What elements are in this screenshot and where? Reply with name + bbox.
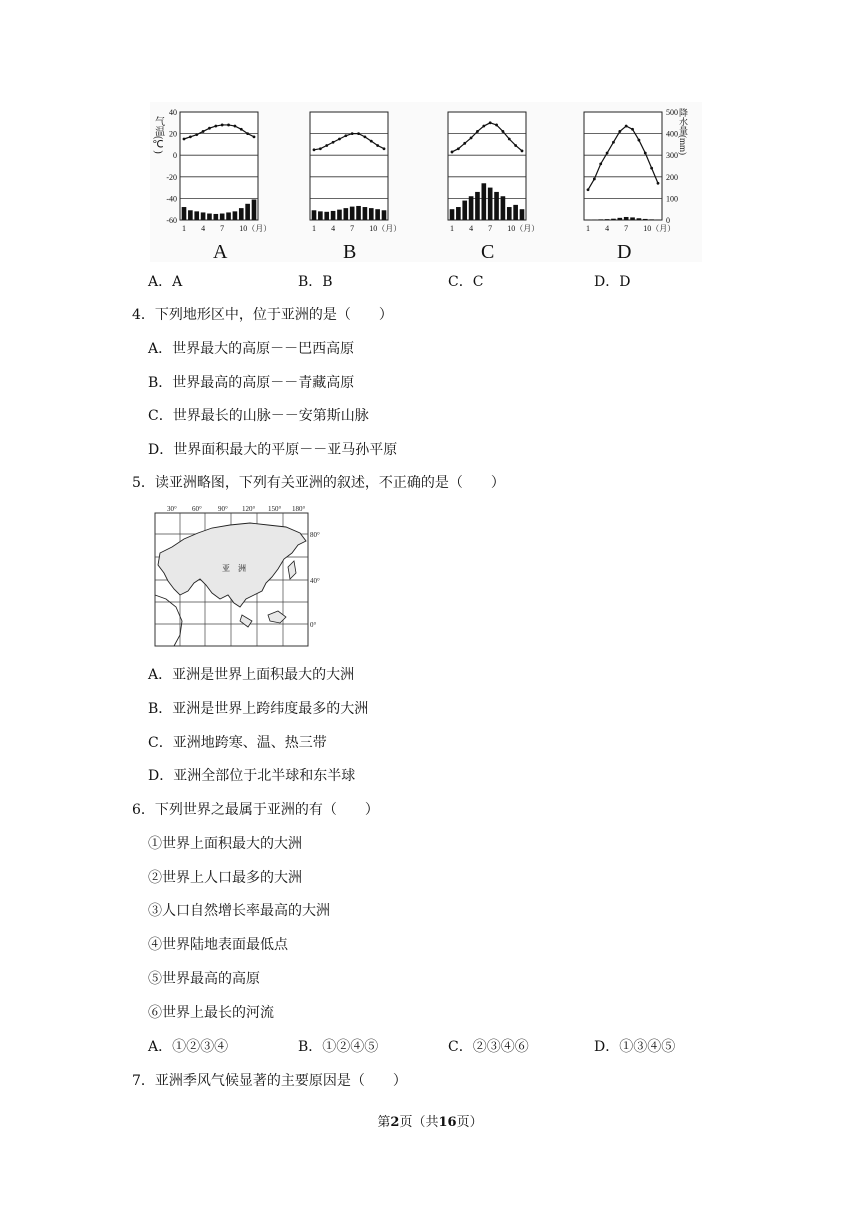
- left-y-tick-label: -20: [166, 172, 177, 182]
- asia-map: [150, 503, 328, 649]
- temperature-point: [221, 124, 224, 127]
- right-y-tick-label: 200: [666, 172, 678, 182]
- footer-mid: 页（共: [399, 1115, 439, 1130]
- temperature-point: [376, 144, 379, 147]
- q4-option-d[interactable]: D．世界面积最大的平原－－亚马孙平原: [148, 442, 398, 458]
- map-lon-label-30: 30°: [167, 505, 177, 513]
- precip-bar: [482, 183, 487, 220]
- precip-bar: [598, 219, 603, 220]
- map-lat-label-40: 40°: [310, 577, 320, 585]
- precip-bar: [344, 208, 349, 220]
- q6-option-a[interactable]: A．①②③④: [148, 1039, 229, 1055]
- precip-bar: [252, 199, 257, 220]
- x-tick-label: 1: [182, 224, 186, 233]
- panel-letter-A: A: [213, 241, 228, 262]
- map-lon-label-90: 90°: [218, 505, 228, 513]
- precip-bar: [475, 192, 480, 220]
- q5-option-a[interactable]: A．亚洲是世界上面积最大的大洲: [148, 667, 355, 683]
- precip-bar: [207, 214, 212, 220]
- q7-stem: 7．亚洲季风气候显著的主要原因是（ ）: [132, 1073, 407, 1089]
- footer-page-number: 2: [390, 1115, 400, 1130]
- footer-pre: 第: [377, 1115, 391, 1130]
- precip-bar: [618, 218, 623, 220]
- x-tick-label: 4: [469, 224, 474, 233]
- temperature-point: [332, 141, 335, 144]
- right-y-tick-label: 0: [666, 216, 670, 225]
- precip-bar: [462, 201, 467, 220]
- q6-item-1: ①世界上面积最大的大洲: [148, 836, 302, 852]
- panel-letter-C: C: [481, 241, 495, 262]
- precip-bar: [201, 212, 206, 220]
- map-lat-label-80: 80°: [310, 531, 320, 539]
- precip-bar: [456, 207, 461, 220]
- temperature-point: [502, 130, 505, 133]
- temperature-point: [351, 132, 354, 135]
- x-tick-label: 10（月）: [239, 224, 272, 233]
- temperature-point: [587, 188, 590, 191]
- precip-bar: [214, 214, 219, 220]
- temperature-point: [631, 128, 634, 131]
- q6-option-d[interactable]: D．①③④⑤: [594, 1039, 676, 1055]
- left-y-tick-label: 20: [169, 129, 177, 139]
- precip-bar: [239, 208, 244, 220]
- temperature-point: [612, 141, 615, 144]
- chart-frame-B: [310, 112, 388, 220]
- precip-bar: [501, 196, 506, 220]
- precip-bar: [611, 219, 616, 220]
- precip-bar: [469, 196, 474, 220]
- x-tick-label: 10（月）: [507, 224, 540, 233]
- temperature-point: [482, 125, 485, 128]
- q4-option-b[interactable]: B．世界最高的高原－－青藏高原: [148, 375, 355, 391]
- temperature-point: [364, 135, 367, 138]
- q4-option-a[interactable]: A．世界最大的高原－－巴西高原: [148, 341, 355, 357]
- precip-bar: [245, 204, 250, 220]
- precip-bar: [356, 206, 361, 220]
- temperature-point: [313, 148, 316, 151]
- precip-bar: [494, 192, 499, 220]
- q4-option-c[interactable]: C．世界最长的山脉－－安第斯山脉: [148, 408, 369, 424]
- temperature-point: [650, 167, 653, 170]
- x-tick-label: 1: [312, 224, 316, 233]
- precip-bar: [226, 212, 231, 220]
- left-y-tick-label: 40: [169, 108, 177, 117]
- chart-frame-C: [448, 112, 526, 220]
- q6-item-3: ③人口自然增长率最高的大洲: [148, 903, 330, 919]
- precip-bar: [312, 210, 317, 220]
- x-tick-label: 4: [605, 224, 610, 233]
- asia-map-svg: [150, 503, 328, 649]
- precip-bar: [233, 211, 238, 220]
- temperature-point: [593, 178, 596, 181]
- q3-option-a[interactable]: A．A: [148, 274, 183, 290]
- precip-bar: [337, 210, 342, 220]
- q6-option-b[interactable]: B．①②④⑤: [298, 1039, 379, 1055]
- map-lon-label-150: 150°: [268, 505, 282, 513]
- precip-bar: [363, 207, 368, 220]
- q3-option-b[interactable]: B．B: [298, 274, 333, 290]
- q5-stem: 5．读亚洲略图，下列有关亚洲的叙述，不正确的是（ ）: [132, 475, 505, 491]
- temperature-point: [495, 124, 498, 127]
- climate-charts-figure: [150, 102, 702, 262]
- x-tick-label: 4: [201, 224, 206, 233]
- left-y-tick-label: -40: [166, 194, 177, 204]
- q6-item-6: ⑥世界上最长的河流: [148, 1005, 274, 1021]
- temperature-point: [599, 162, 602, 165]
- temperature-point: [457, 147, 460, 150]
- temperature-point: [214, 125, 217, 128]
- temperature-point: [183, 138, 186, 141]
- temperature-point: [463, 142, 466, 145]
- temperature-point: [370, 140, 373, 143]
- temperature-point: [521, 149, 524, 152]
- precip-bar: [318, 211, 323, 220]
- map-lon-label-180: 180°: [292, 505, 306, 513]
- temperature-point: [644, 152, 647, 155]
- precip-bar: [369, 208, 374, 220]
- precip-bar: [375, 209, 380, 220]
- precip-bar: [520, 209, 525, 220]
- temperature-point: [514, 144, 517, 147]
- precip-bar: [643, 219, 648, 220]
- q3-option-d[interactable]: D．D: [594, 274, 631, 290]
- x-tick-label: 10（月）: [643, 224, 676, 233]
- right-axis-title: 降水量(mm): [678, 108, 688, 155]
- precip-bar: [194, 211, 199, 220]
- q6-item-2: ②世界上人口最多的大洲: [148, 870, 302, 886]
- x-tick-label: 7: [220, 224, 225, 233]
- precip-bar: [637, 218, 642, 220]
- left-y-tick-label: -60: [166, 216, 177, 225]
- temperature-point: [344, 134, 347, 137]
- temperature-point: [606, 152, 609, 155]
- temperature-point: [638, 139, 641, 142]
- temperature-point: [195, 133, 198, 136]
- precip-bar: [507, 207, 512, 220]
- q6-item-4: ④世界陆地表面最低点: [148, 937, 288, 953]
- temperature-point: [208, 127, 211, 130]
- map-asia-label: 亚 洲: [222, 564, 246, 573]
- precip-bar: [331, 211, 336, 220]
- right-y-tick-label: 300: [666, 151, 678, 161]
- precip-bar: [188, 210, 193, 220]
- precip-bar: [350, 207, 355, 220]
- precip-bar: [630, 217, 635, 220]
- precip-bar: [182, 207, 187, 220]
- precip-bar: [513, 205, 518, 220]
- temperature-point: [657, 182, 660, 185]
- temperature-point: [325, 144, 328, 147]
- temperature-point: [451, 151, 454, 154]
- temperature-point: [476, 130, 479, 133]
- temperature-point: [319, 147, 322, 150]
- right-y-tick-label: 100: [666, 194, 678, 204]
- q3-option-c[interactable]: C．C: [448, 274, 484, 290]
- temperature-point: [625, 125, 628, 128]
- footer-post: 页）: [456, 1115, 483, 1130]
- map-lon-label-120: 120°: [242, 505, 256, 513]
- x-tick-label: 1: [586, 224, 590, 233]
- precip-bar: [605, 219, 610, 220]
- precip-bar: [220, 214, 225, 220]
- precip-bar: [488, 188, 493, 220]
- left-y-tick-label: 0: [173, 151, 177, 161]
- temperature-point: [202, 130, 205, 133]
- map-lat-label-0: 0°: [310, 621, 317, 629]
- panel-letter-D: D: [617, 241, 632, 262]
- temperature-point: [470, 137, 473, 140]
- x-tick-label: 7: [488, 224, 493, 233]
- temperature-point: [189, 135, 192, 138]
- x-tick-label: 1: [450, 224, 454, 233]
- temperature-point: [383, 147, 386, 150]
- left-axis-title: 气温(℃): [152, 116, 164, 154]
- q5-option-b[interactable]: B．亚洲是世界上跨纬度最多的大洲: [148, 701, 369, 717]
- precip-bar: [450, 209, 455, 220]
- temperature-point: [508, 138, 511, 141]
- q5-option-c[interactable]: C．亚洲地跨寒、温、热三带: [148, 735, 327, 751]
- climate-charts-svg: [150, 102, 702, 262]
- precip-bar: [324, 212, 329, 220]
- x-tick-label: 7: [350, 224, 355, 233]
- q5-option-d[interactable]: D．亚洲全部位于北半球和东半球: [148, 768, 356, 784]
- q4-stem: 4．下列地形区中，位于亚洲的是（ ）: [132, 307, 393, 323]
- x-tick-label: 7: [624, 224, 629, 233]
- q6-item-5: ⑤世界最高的高原: [148, 971, 260, 987]
- temperature-point: [246, 132, 249, 135]
- temperature-point: [489, 121, 492, 124]
- precip-bar: [649, 219, 654, 220]
- temperature-point: [338, 138, 341, 141]
- right-y-tick-label: 400: [666, 129, 678, 139]
- x-tick-label: 4: [331, 224, 336, 233]
- temperature-point: [357, 132, 360, 135]
- precip-bar: [624, 217, 629, 220]
- footer-total-pages: 16: [438, 1115, 457, 1130]
- q6-stem: 6．下列世界之最属于亚洲的有（ ）: [132, 802, 379, 818]
- temperature-point: [227, 124, 230, 127]
- panel-letter-B: B: [343, 241, 357, 262]
- map-lon-label-60: 60°: [192, 505, 202, 513]
- x-tick-label: 10（月）: [369, 224, 402, 233]
- right-y-tick-label: 500: [666, 108, 678, 117]
- temperature-point: [618, 130, 621, 133]
- temperature-point: [240, 128, 243, 131]
- precip-bar: [382, 210, 387, 220]
- page-footer: [0, 1111, 860, 1130]
- temperature-point: [253, 135, 256, 138]
- q6-option-c[interactable]: C．②③④⑥: [448, 1039, 529, 1055]
- temperature-point: [234, 125, 237, 128]
